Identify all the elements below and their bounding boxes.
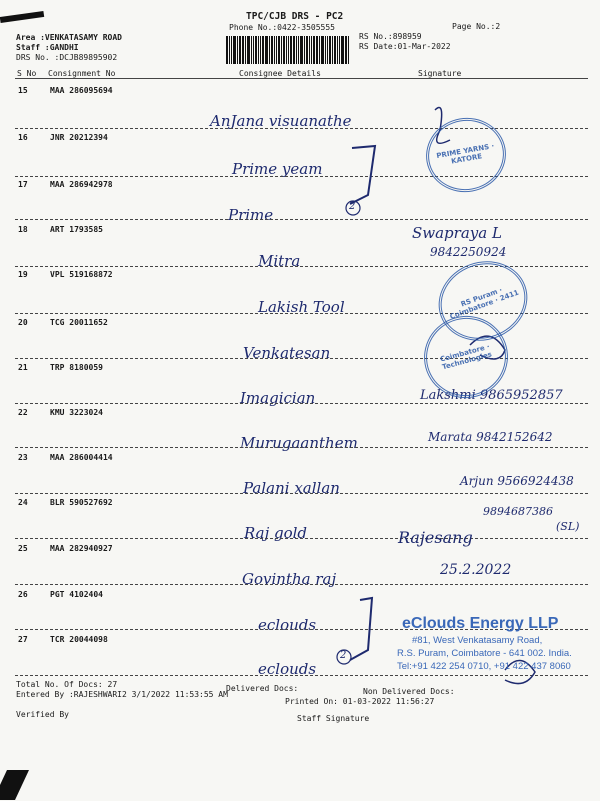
company-seal-stamp: RS Puram · Coimbatore · 2411 <box>427 249 538 353</box>
eclouds-stamp-address-1: #81, West Venkatasamy Road, <box>412 635 543 646</box>
barcode-bar <box>304 36 305 64</box>
signature-row-18: Swapraya L <box>412 224 502 242</box>
barcode-bar <box>276 36 277 64</box>
scan-mark-bottom-left <box>0 770 29 800</box>
column-header-signature: Signature <box>418 69 462 78</box>
signature-row-24-phone: 9894687386 <box>483 505 553 518</box>
bracket-mark <box>350 146 375 204</box>
consignee-name: Mitra <box>258 252 301 270</box>
company-seal-stamp: PRIME YARNS · KATORE <box>420 112 512 199</box>
barcode-bar <box>311 36 312 64</box>
serial-number: 21 <box>18 363 28 372</box>
consignment-number: PGT 4102404 <box>50 590 103 599</box>
serial-number: 16 <box>18 133 28 142</box>
barcode-bar <box>321 36 324 64</box>
page-number: Page No.:2 <box>452 22 501 31</box>
barcode-bar <box>251 36 252 64</box>
barcode-bar <box>339 36 340 64</box>
consignment-number: VPL 519168872 <box>50 270 113 279</box>
barcode-bar <box>231 36 232 64</box>
barcode-bar <box>334 36 336 64</box>
eclouds-stamp-name: eClouds Energy LLP <box>402 615 559 632</box>
consignment-number: MAA 286095694 <box>50 86 113 95</box>
column-header-sno: S No <box>17 69 37 78</box>
circled-number: 2 <box>340 650 347 661</box>
signature-row-24: Rajesang <box>398 528 473 547</box>
eclouds-stamp-address-2: R.S. Puram, Coimbatore - 641 002. India. <box>397 648 572 659</box>
consignee-name: eclouds <box>258 660 317 678</box>
row-divider <box>15 128 588 129</box>
barcode-bar <box>286 36 287 64</box>
entered-by: Entered By :RAJESHWARI2 3/1/2022 11:53:55 AM <box>16 690 228 699</box>
barcode-bar <box>341 36 344 64</box>
barcode-bar <box>265 36 268 64</box>
barcode-bar <box>242 36 244 64</box>
consignee-name: Prime <box>228 206 274 224</box>
total-docs: Total No. Of Docs: 27 <box>16 680 118 689</box>
signature-row-22: Marata 9842152642 <box>428 430 553 444</box>
barcode-bar <box>271 36 273 64</box>
barcode-bar <box>296 36 297 64</box>
row-divider <box>15 584 588 585</box>
scan-mark-top-left <box>0 11 44 23</box>
serial-number: 26 <box>18 590 28 599</box>
row-divider <box>15 675 588 676</box>
barcode-bar <box>319 36 320 64</box>
verified-by: Verified By <box>16 710 69 719</box>
consignment-number: JNR 20212394 <box>50 133 108 142</box>
barcode-bar <box>281 36 282 64</box>
barcode-bar <box>306 36 308 64</box>
non-delivered-docs: Non Delivered Docs: <box>363 687 455 696</box>
barcode-bar <box>262 36 264 64</box>
consignment-number: ART 1793585 <box>50 225 103 234</box>
consignment-number: KMU 3223024 <box>50 408 103 417</box>
barcode-bar <box>337 36 338 64</box>
serial-number: 20 <box>18 318 28 327</box>
barcode-bar <box>329 36 331 64</box>
barcode-bar <box>348 36 349 64</box>
row-divider <box>15 403 588 404</box>
row-divider <box>15 176 588 177</box>
barcode-bar <box>278 36 280 64</box>
serial-number: 19 <box>18 270 28 279</box>
barcode-bar <box>274 36 275 64</box>
row-divider <box>15 219 588 220</box>
signature-row-18-phone: 9842250924 <box>430 245 507 259</box>
signature-row-25: 25.2.2022 <box>440 562 512 578</box>
eclouds-stamp-phone: Tel:+91 422 254 0710, +91 422 437 8060 <box>397 661 571 672</box>
barcode-bar <box>290 36 292 64</box>
consignment-number: BLR 590527692 <box>50 498 113 507</box>
barcode-bar <box>345 36 347 64</box>
serial-number: 15 <box>18 86 28 95</box>
barcode-bar <box>300 36 303 64</box>
serial-number: 27 <box>18 635 28 644</box>
consignee-name: Lakish Tool <box>258 298 345 316</box>
consignee-name: Prime yeam <box>232 160 323 178</box>
barcode-bar <box>258 36 259 64</box>
document-title: TPC/CJB DRS - PC2 <box>246 11 344 22</box>
barcode-bar <box>325 36 326 64</box>
row-divider <box>15 538 588 539</box>
area-label: Area :VENKATASAMY ROAD <box>16 33 122 42</box>
consignee-name: Murugaanthem <box>240 434 358 452</box>
signature-row-23: Arjun 9566924438 <box>460 474 574 488</box>
consignee-name: eclouds <box>258 616 317 634</box>
serial-number: 25 <box>18 544 28 553</box>
barcode-bar <box>332 36 333 64</box>
barcode-bar <box>237 36 238 64</box>
serial-number: 24 <box>18 498 28 507</box>
consignee-name: Palani xallan <box>243 479 340 497</box>
consignment-number: MAA 282940927 <box>50 544 113 553</box>
consignment-number: TCR 20044098 <box>50 635 108 644</box>
header-rule <box>15 78 588 79</box>
barcode <box>226 36 350 64</box>
barcode-bar <box>309 36 310 64</box>
barcode-bar <box>293 36 295 64</box>
company-seal-stamp: Coimbatore · Technologies <box>415 307 517 408</box>
barcode-bar <box>327 36 328 64</box>
serial-number: 18 <box>18 225 28 234</box>
printed-on: Printed On: 01-03-2022 11:56:27 <box>285 697 435 706</box>
circled-number: 2 <box>349 201 356 212</box>
serial-number: 17 <box>18 180 28 189</box>
consignment-number: TRP 8180059 <box>50 363 103 372</box>
serial-number: 22 <box>18 408 28 417</box>
barcode-bar <box>253 36 254 64</box>
staff-label: Staff :GANDHI <box>16 43 79 52</box>
serial-number: 23 <box>18 453 28 462</box>
consignee-name: Raj gold <box>244 524 308 542</box>
barcode-bar <box>233 36 236 64</box>
barcode-bar <box>298 36 299 64</box>
barcode-bar <box>269 36 270 64</box>
barcode-bar <box>239 36 241 64</box>
consignee-name: Govintha raj <box>242 570 337 588</box>
delivered-docs: Delivered Docs: <box>226 684 299 693</box>
consignment-number: MAA 286942978 <box>50 180 113 189</box>
row-divider <box>15 493 588 494</box>
barcode-bar <box>229 36 230 64</box>
column-header-consignment: Consignment No <box>48 69 116 78</box>
drs-number: DRS No. :DCJB89895902 <box>16 53 118 62</box>
barcode-bar <box>283 36 286 64</box>
consignment-number: TCG 20011652 <box>50 318 108 327</box>
signature-row-21: Lakshmi 9865952857 <box>420 388 563 403</box>
barcode-bar <box>226 36 228 64</box>
column-header-consignee: Consignee Details <box>239 69 321 78</box>
staff-signature-label: Staff Signature <box>297 714 370 723</box>
signature-row-24-note: (SL) <box>556 520 580 533</box>
consignment-number: MAA 286004414 <box>50 453 113 462</box>
barcode-bar <box>313 36 315 64</box>
barcode-bar <box>245 36 246 64</box>
row-divider <box>15 447 588 448</box>
rs-date: RS Date:01-Mar-2022 <box>359 42 451 51</box>
barcode-bar <box>260 36 261 64</box>
barcode-bar <box>255 36 257 64</box>
barcode-bar <box>288 36 289 64</box>
consignee-name: AnJana visuanathe <box>210 112 352 130</box>
phone-number: Phone No.:0422-3505555 <box>229 23 335 32</box>
rs-number: RS No.:898959 <box>359 32 422 41</box>
consignee-name: Imagician <box>240 389 316 407</box>
barcode-bar <box>316 36 318 64</box>
barcode-bar <box>247 36 250 64</box>
consignee-name: Venkatesan <box>243 344 331 362</box>
